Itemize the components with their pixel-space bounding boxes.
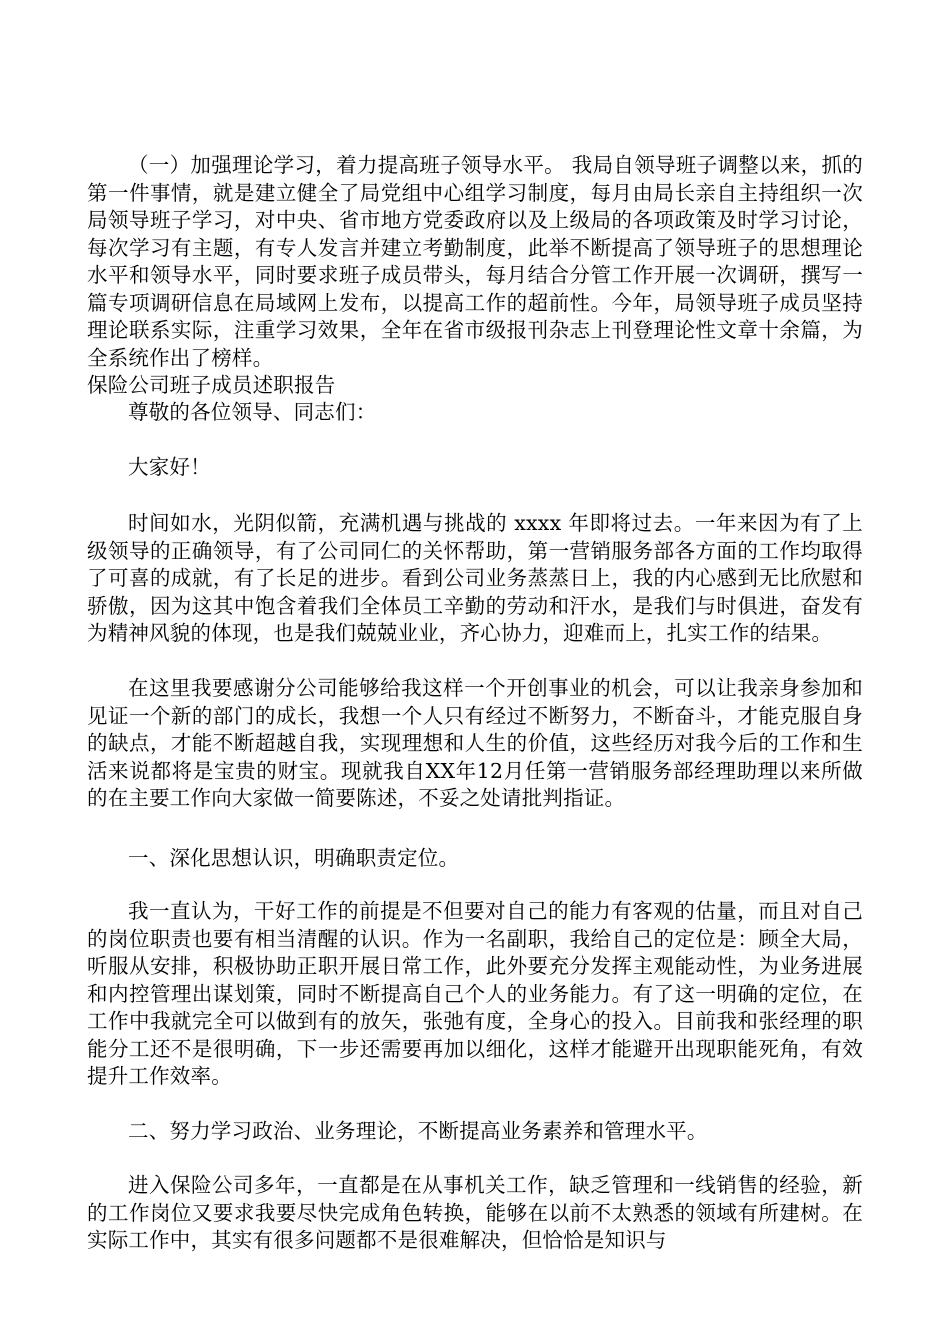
paragraph-study-practice: 进入保险公司多年，一直都是在从事机关工作，缺乏管理和一线销售的经验，新的工作岗位又要求我要尽快完成角色转换，能够在以前不太熟悉的领域有所建树。在实际工作中，其实有很多问题都不是很难解决，但恰恰是知识与: [87, 1173, 863, 1252]
section-heading-1: 一、深化思想认识，明确职责定位。: [128, 846, 460, 870]
paragraph-role-definition: 我一直认为，干好工作的前提是不但要对自己的能力有客观的估量，而且对自己的岗位职责也要有相当清醒的认识。作为一名副职，我给自己的定位是：顾全大局，听服从安排，积极协助正职开展日常工作，此外要充分发挥主观能动性，为业务进展和内控管理出谋划策，同时不断提高自己个人的业务能力。有了这一明确的定位，在工作中我就完全可以做到有的放矢，张弛有度，全身心的投入。目前我和张经理的职能分工还不是很明确，下一步还需要再加以细化，这样才能避开出现职能死角，有效提升工作效率。: [87, 899, 863, 1088]
greeting: 大家好！: [128, 455, 211, 479]
report-title: 保险公司班子成员述职报告: [87, 373, 336, 397]
section-heading-2: 二、努力学习政治、业务理论，不断提高业务素养和管理水平。: [128, 1119, 708, 1143]
paragraph-theory-study: （一）加强理论学习，着力提高班子领导水平。 我局自领导班子调整以来，抓的第一件事情，就是建立健全了局党组中心组学习制度，每月由局长亲自主持组织一次局领导班子学习，对中央、省市地方党委政府以及上级局的各项政策及时学习讨论，每次学习有主题，有专人发言并建立考勤制度，此举不断提高了领导班子的思想理论水平和领导水平，同时要求班子成员带头，每月结合分管工作开展一次调研，撰写一篇专项调研信息在局域网上发布，以提高工作的超前性。今年，局领导班子成员坚持理论联系实际，注重学习效果，全年在省市级报刊杂志上刊登理论性文章十余篇，为全系统作出了榜样。: [87, 153, 863, 370]
paragraph-year-review: 时间如水，光阴似箭，充满机遇与挑战的 xxxx 年即将过去。一年来因为有了上级领导的正确领导，有了公司同仁的关怀帮助，第一营销服务部各方面的工作均取得了可喜的成就，有了长足的进步。看到公司业务蒸蒸日上，我的内心感到无比欣慰和骄傲，因为这其中饱含着我们全体员工辛勤的劳动和汗水，是我们与时俱进，奋发有为精神风貌的体现，也是我们兢兢业业，齐心协力，迎难而上，扎实工作的结果。: [87, 511, 863, 645]
paragraph-gratitude: 在这里我要感谢分公司能够给我这样一个开创事业的机会，可以让我亲身参加和见证一个新的部门的成长，我想一个人只有经过不断努力，不断奋斗，才能克服自身的缺点，才能不断超越自我，实现理想和人生的价值，这些经历对我今后的工作和生活来说都将是宝贵的财宝。现就我自XX年12月任第一营销服务部经理助理以来所做的在主要工作向大家做一简要陈述，不妥之处请批判指证。: [87, 676, 863, 810]
salutation: 尊敬的各位领导、同志们：: [128, 400, 377, 424]
